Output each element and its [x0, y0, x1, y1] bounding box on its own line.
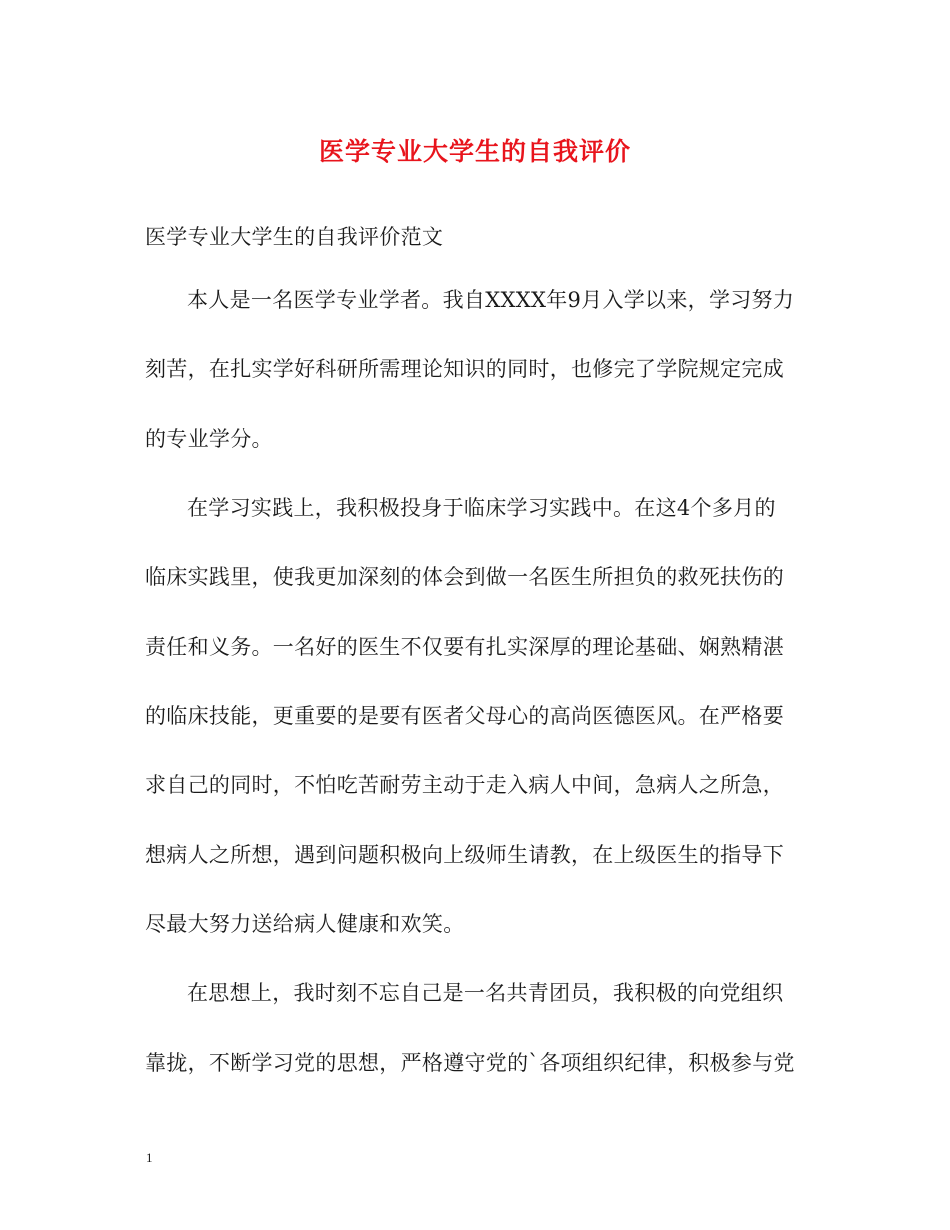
paragraph-line: 责任和义务。一名好的医生不仅要有扎实深厚的理论基础、娴熟精湛 — [145, 635, 784, 659]
paragraph-line: 临床实践里，使我更加深刻的体会到做一名医生所担负的救死扶伤的 — [145, 565, 784, 589]
page-number: 1 — [146, 1150, 153, 1165]
paragraph-line: 想病人之所想，遇到问题积极向上级师生请教，在上级医生的指导下 — [145, 843, 784, 867]
document-title: 医学专业大学生的自我评价 — [318, 137, 631, 166]
paragraph-line: 的专业学分。 — [145, 427, 273, 451]
paragraph-line: 本人是一名医学专业学者。我自XXXX年9月入学以来，学习努力 — [187, 288, 795, 312]
paragraph-line: 在思想上，我时刻不忘自己是一名共青团员，我积极的向党组织 — [187, 981, 784, 1005]
paragraph-line: 求自己的同时，不怕吃苦耐劳主动于走入病人中间，急病人之所急， — [145, 773, 784, 797]
paragraph-line: 在学习实践上，我积极投身于临床学习实践中。在这4个多月的 — [187, 496, 776, 520]
document-subtitle: 医学专业大学生的自我评价范文 — [145, 225, 444, 249]
paragraph-line: 的临床技能，更重要的是要有医者父母心的高尚医德医风。在严格要 — [145, 704, 784, 728]
paragraph-line: 靠拢，不断学习党的思想，严格遵守党的`各项组织纪律，积极参与党 — [145, 1051, 795, 1075]
paragraph-line: 刻苦，在扎实学好科研所需理论知识的同时，也修完了学院规定完成 — [145, 357, 784, 381]
paragraph-line: 尽最大努力送给病人健康和欢笑。 — [145, 912, 465, 936]
